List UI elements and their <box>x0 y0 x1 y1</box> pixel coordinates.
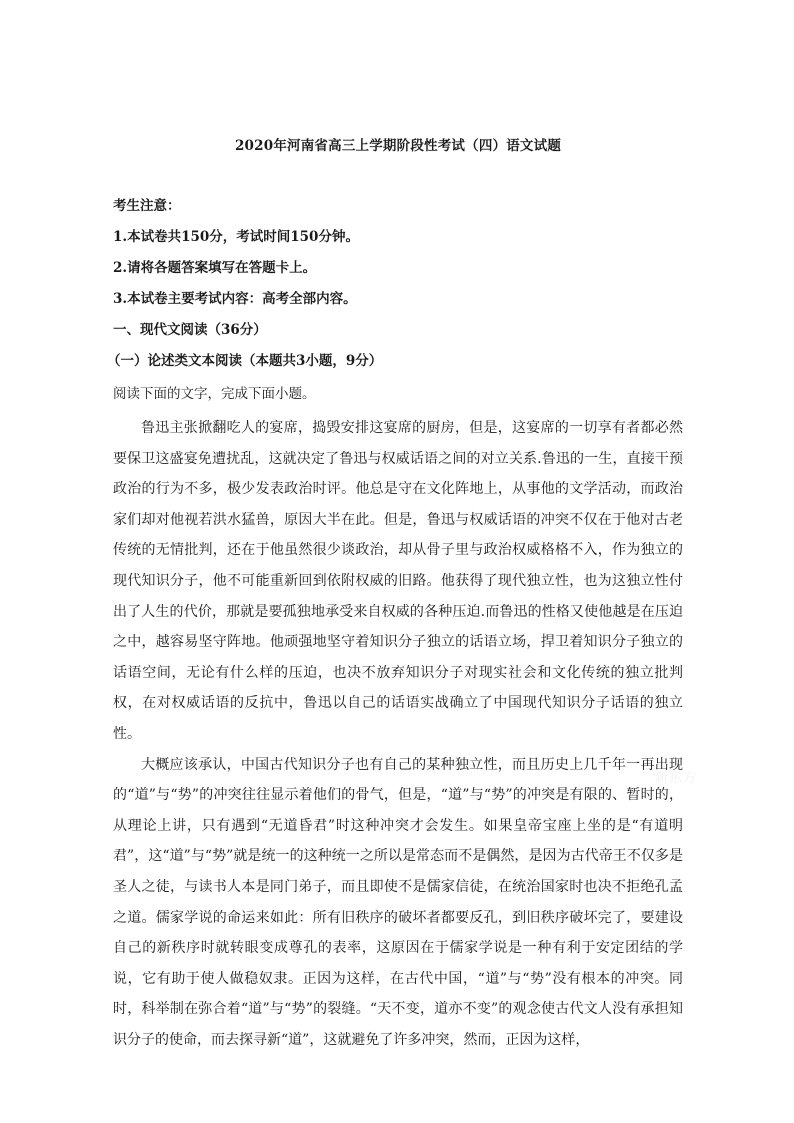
exam-title: 2020年河南省高三上学期阶段性考试（四）语文试题 <box>234 138 562 154</box>
passage-paragraph-2: 大概应该承认，中国古代知识分子也有自己的某种独立性，而且历史上几千年一再出现的“道”与“势”的冲突往往显示着他们的骨气，但是，“道”与“势”的冲突是有限的、暂时的，从理论上讲，只有遇到“无道昏君”时这种冲突才会发生。如果皇帝宝座上坐的是“有道明君”，这“道”与“势”就是统一的这种统一之所以是常态而不是偶然，是因为古代帝王不仅多是圣人之徒，与读书人本是同门弟子，而且即使不是儒家信徒，在统治国家时也决不拒绝孔孟之道。儒家学说的命运来如此：所有旧秩序的破坏者都要反孔，到旧秩序破坏完了，要建设自己的新秩序时就转眼变成尊孔的表率，这原因在于儒家学说是一种有利于安定团结的学说，它有助于使人做稳奴隶。正因为这样，在古代中国，“道”与“势”没有根本的冲突。同时，科举制在弥合着“道”与“势”的裂缝。“天不变，道亦不变”的观念使古代文人没有承担知识分子的使命，而去探寻新“道”，这就避免了许多冲突，然而，正因为这样， <box>113 756 683 1048</box>
notice-item-3: 3.本试卷主要考试内容：高考全部内容。 <box>113 291 357 307</box>
notice-item-1: 1.本试卷共150分，考试时间150分钟。 <box>113 229 359 245</box>
watermark: 新东方 <box>655 771 698 786</box>
passage <box>113 413 683 1055</box>
notice-heading: 考生注意： <box>113 198 181 214</box>
passage-paragraph-1: 鲁迅主张掀翻吃人的宴席，捣毁安排这宴席的厨房，但是，这宴席的一切享有者都必然要保卫这盛宴免遭扰乱，这就决定了鲁迅与权威话语之间的对立关系.鲁迅的一生，直接干预政治的行为不多，极少发表政治时评。他总是守在文化阵地上，从事他的文学活动，而政治家们却对他视若洪水猛兽，原因大半在此。但是，鲁迅与权威话语的冲突不仅在于他对古老传统的无情批判，还在于他虽然很少谈政治，却从骨子里与政治权威格格不入，作为独立的现代知识分子，他不可能重新回到依附权威的旧路。他获得了现代独立性，也为这独立性付出了人生的代价，那就是要孤独地承受来自权威的各种压迫.而鲁迅的性格又使他越是在压迫之中，越容易坚守阵地。他顽强地坚守着知识分子独立的话语立场，捍卫着知识分子独立的话语空间，无论有什么样的压迫，也决不放弃知识分子对现实社会和文化传统的独立批判权，在对权威话语的反抗中，鲁迅以自己的话语实战确立了中国现代知识分子话语的独立性。 <box>113 420 683 742</box>
notice-item-2: 2.请将各题答案填写在答题卡上。 <box>113 260 317 276</box>
section-heading: 一、现代文阅读（36分） <box>113 322 267 338</box>
subsection-heading: （一）论述类文本阅读（本题共3小题，9分） <box>107 353 383 369</box>
reading-instruction: 阅读下面的文字，完成下面小题。 <box>113 386 316 402</box>
